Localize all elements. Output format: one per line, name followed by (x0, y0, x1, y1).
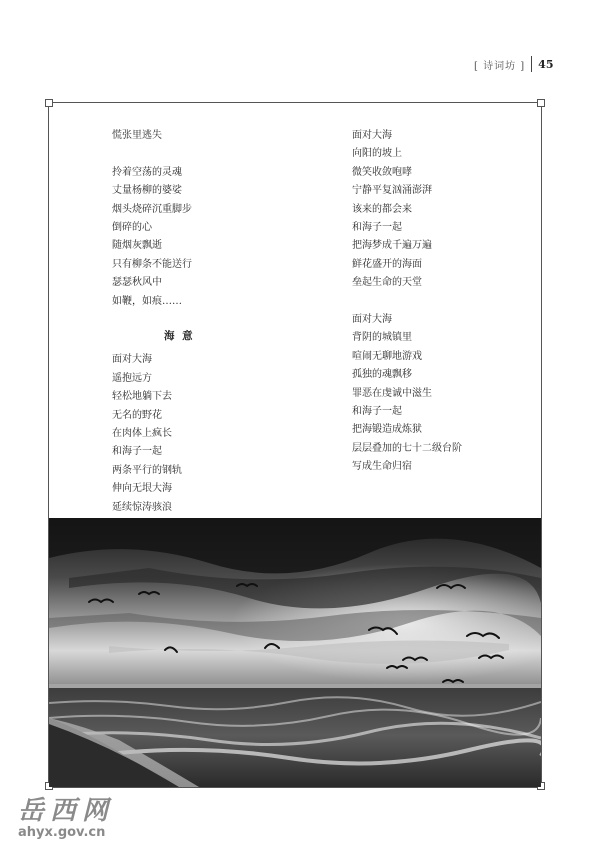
poem-line: 和海子一起 (352, 406, 402, 418)
stanza (112, 164, 312, 311)
seascape-photo (49, 518, 541, 787)
poem-line: 鲜花盛开的海面 (352, 258, 422, 270)
poem-line: 丈量杨柳的婆娑 (112, 185, 182, 197)
poem-line: 倒碎的心 (112, 222, 152, 234)
poem-line: 层层叠加的七十二级台阶 (352, 442, 462, 454)
section-tag: [ 诗词坊 ] (474, 60, 526, 72)
poem-line: 只有柳条不能送行 (112, 258, 192, 270)
stanza (112, 351, 312, 517)
poem-line: 罪恶在虔诚中滋生 (352, 387, 432, 399)
poem-line: 遥抱远方 (112, 372, 152, 384)
poem-title: 海 意 (164, 330, 195, 343)
page-header (474, 56, 553, 72)
poem-line: 伸向无垠大海 (112, 483, 172, 495)
poem-line: 延续惊涛骇浪 (112, 501, 172, 513)
poem-left-column (112, 127, 312, 517)
poem-line: 背阴的城镇里 (352, 332, 412, 344)
poem-line: 慌张里逃失 (112, 130, 162, 141)
poem-line: 和海子一起 (112, 446, 162, 458)
poem-line: 面对大海 (112, 354, 152, 366)
poem-line: 宁静平复汹涌澎湃 (352, 185, 432, 197)
poem-line: 拎着空荡的灵魂 (112, 166, 182, 178)
poem-line: 该来的都会来 (352, 203, 412, 215)
poem-line: 随烟灰飘逝 (112, 240, 162, 252)
poem-line: 写成生命归宿 (352, 461, 412, 473)
poem-line: 把海锻造成炼狱 (352, 424, 422, 436)
poem-line: 和海子一起 (352, 222, 402, 234)
watermark-logo: 岳西网 (18, 796, 115, 826)
header-divider (531, 56, 532, 72)
poem-line: 轻松地躺下去 (112, 391, 172, 403)
poem-line: 微笑收敛咆哮 (352, 166, 412, 178)
poem-line: 在肉体上疯长 (112, 428, 172, 440)
poem-line: 面对大海 (352, 130, 392, 141)
frame-corner (537, 99, 545, 107)
watermark-url: ahyx.gov.cn (18, 825, 106, 840)
poem-line: 面对大海 (352, 314, 392, 326)
poem-line: 垒起生命的天堂 (352, 277, 422, 289)
stanza (352, 311, 532, 477)
poem-line: 喧闹无聊地游戏 (352, 350, 422, 362)
poem-line: 孤独的魂飘移 (352, 369, 412, 381)
poem-line: 向阳的坡上 (352, 148, 402, 160)
poem-line: 把海梦成千遍万遍 (352, 240, 432, 252)
poem-line: 瑟瑟秋风中 (112, 277, 162, 289)
poem-line: 如鞭，如痕…… (112, 295, 182, 307)
poem-line: 无名的野花 (112, 409, 162, 421)
page-number: 45 (538, 57, 554, 71)
poem-line: 烟头烧碎沉重脚步 (112, 203, 192, 215)
poem-right-column (352, 127, 532, 477)
poem-line: 两条平行的钢轨 (112, 464, 182, 476)
frame-corner (45, 99, 53, 107)
site-watermark (18, 790, 148, 840)
stanza (112, 127, 312, 145)
stanza (352, 127, 532, 293)
